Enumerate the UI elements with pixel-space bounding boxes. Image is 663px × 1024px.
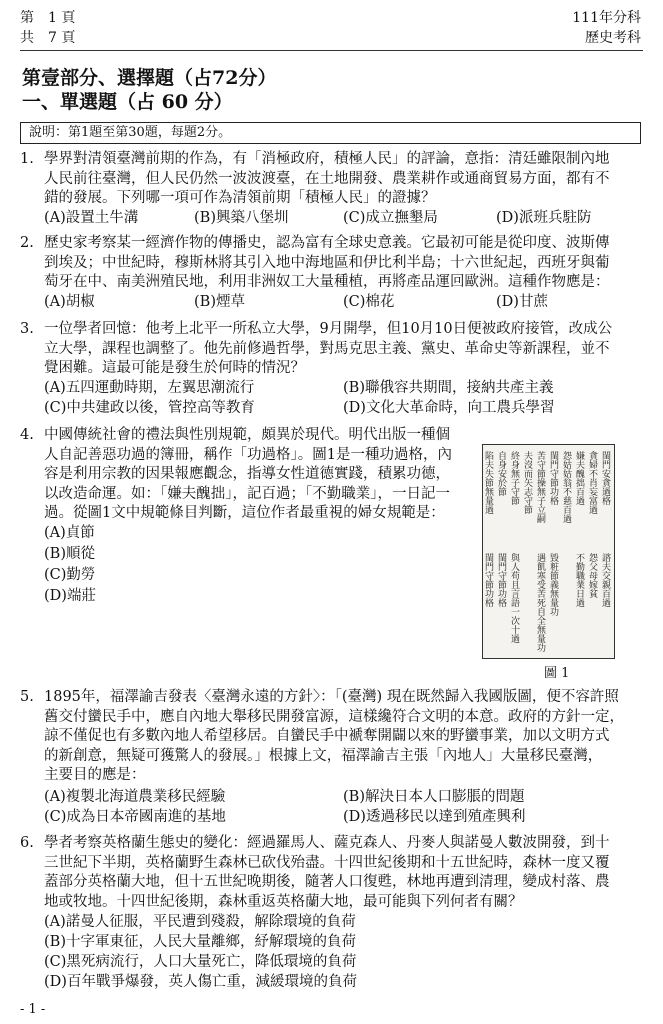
figure-text-column: 終身無子守節	[509, 451, 519, 505]
option-a[interactable]: (A)貞節	[44, 525, 95, 541]
instruction-box: 說明：第1題至第30題，每題2分。	[20, 122, 641, 144]
stem-line: 一位學者回憶：他考上北平一所私立大學，9月開學，但10月10日便被政府接管，改成公	[44, 321, 613, 337]
option-c[interactable]: (C)成為日本帝國南進的基地	[44, 809, 226, 825]
option-c[interactable]: (C)黑死病流行，人口大量死亡，降低環境的負荷	[44, 954, 357, 970]
option-c[interactable]: (C)棉花	[343, 294, 395, 310]
question-number: 3.	[20, 321, 34, 337]
section-subtitle: 一、單選題（占 60 分）	[22, 91, 233, 113]
question-number: 5.	[20, 689, 34, 705]
stem-line: 容是利用宗教的因果報應觀念，指導女性道德實踐，積累功德，	[44, 466, 450, 482]
section-title: 第壹部分、選擇題（占72分）	[22, 67, 277, 89]
stem-line: 地或牧地。十四世紀後期，森林重返英格蘭大地，最可能與下列何者有關？	[44, 893, 523, 910]
stem-line: 到埃及；中世紀時，穆斯林將其引入地中海地區和伊比利半島；十六世紀起，西班牙與葡	[44, 254, 610, 271]
page-number: 第 1 頁	[20, 10, 76, 26]
question-number: 6.	[20, 835, 34, 851]
option-a[interactable]: (A)五四運動時期，左翼思潮流行	[44, 380, 255, 396]
page-header-right	[572, 8, 641, 48]
subject-name: 歷史考科	[585, 30, 641, 46]
option-b[interactable]: (B)興築八堡圳	[194, 210, 289, 226]
option-b[interactable]: (B)煙草	[194, 294, 245, 310]
option-c[interactable]: (C)中共建政以後，管控高等教育	[44, 400, 255, 416]
question-number: 1.	[20, 151, 34, 167]
option-a[interactable]: (A)胡椒	[44, 294, 95, 310]
option-b[interactable]: (B)順從	[44, 546, 95, 562]
page-header-left	[20, 8, 75, 48]
stem-line: 舊交付蠻民手中，應自內地大舉移民開發富源，這樣纔符合文明的本意。政府的方針一定，	[44, 708, 624, 725]
figure-text-column: 毀粧節義無量功	[548, 553, 558, 616]
figure-text-column: 閨門安貪過格	[600, 451, 610, 505]
total-pages: 共 7 頁	[20, 30, 76, 46]
stem-line: 學者考察英格蘭生態史的變化：經過羅馬人、薩克森人、丹麥人與諾曼人數波開發，到十	[44, 835, 610, 851]
option-d[interactable]: (D)文化大革命時，向工農兵學習	[343, 400, 555, 416]
stem-line: 諒不僅促也有多數內地人希望移居。自蠻民手中褫奪開闢以來的野蠻事業，加以文明方式	[44, 728, 610, 744]
option-a[interactable]: (A)設置土牛溝	[44, 210, 139, 226]
option-c[interactable]: (C)成立撫墾局	[343, 210, 438, 226]
option-d[interactable]: (D)透過移民以達到殖產興利	[343, 809, 526, 825]
stem-line: 主要目的應是：	[44, 767, 146, 783]
option-d[interactable]: (D)派班兵駐防	[496, 210, 592, 226]
stem-line: 蓋部分英格蘭大地，但十五世紀晚期後，隨著人口復甦，林地再遭到清理，變成村落、農	[44, 874, 610, 890]
figure-text-column: 閨門守節功格	[496, 553, 506, 607]
stem-line: 覺困難。這最可能是發生於何時的情況？	[44, 360, 305, 376]
figure-1-merit-ledger	[482, 444, 615, 659]
figure-text-column: 與人苟且言語一次十過	[509, 553, 519, 643]
option-d[interactable]: (D)端莊	[44, 588, 96, 604]
figure-text-column: 不勤職業日過	[574, 553, 584, 607]
header-divider	[20, 50, 643, 51]
page-footer: - 1 -	[20, 1002, 46, 1017]
figure-text-column: 怨姑姑翁不慈百過	[561, 451, 571, 523]
figure-caption: 圖 1	[544, 666, 570, 681]
stem-line: 1895年，福澤諭吉發表〈臺灣永遠的方針〉：「(臺灣) 現在既然歸入我國版圖，便不容許照	[44, 689, 619, 705]
stem-line: 的新創意，無疑可獲驚人的發展。」根據上文，福澤諭吉主張「內地人」大量移民臺灣，	[44, 747, 603, 764]
figure-text-column: 夫沒而矢志守節	[522, 451, 532, 514]
stem-line: 以改造命運。如：「嫌夫醜拙」，記百過；「不勤職業」，一日記一	[44, 485, 450, 502]
figure-text-column: 遇飢寒受苦死自全無量功	[535, 553, 545, 652]
option-d[interactable]: (D)百年戰爭爆發，英人傷亡重，減緩環境的負荷	[44, 974, 357, 990]
stem-line: 過。從圖1文中規範條目判斷，這位作者最重視的婦女規範是：	[44, 505, 445, 521]
option-d[interactable]: (D)甘蔗	[496, 294, 548, 310]
option-a[interactable]: (A)複製北海道農業移民經驗	[44, 789, 226, 805]
stem-line: 立大學，課程也調整了。他先前修過哲學，對馬克思主義、黨史、革命史等新課程，並不	[44, 340, 610, 357]
question-stem	[44, 234, 610, 293]
stem-line: 歷史家考察某一經濟作物的傳播史，認為富有全球史意義。它最初可能是從印度、波斯傳	[44, 235, 610, 251]
figure-text-column: 陷夫失節無量過	[483, 451, 493, 514]
question-number: 2.	[20, 235, 34, 251]
exam-name: 111年分科	[572, 10, 641, 26]
figure-text-column: 諮夫交親百過	[600, 553, 610, 607]
question-stem	[44, 320, 612, 379]
figure-text-column: 貪婦不肖妄富過	[587, 451, 597, 514]
option-b[interactable]: (B)十字軍東征，人民大量離鄉，紓解環境的負荷	[44, 934, 356, 950]
stem-line: 中國傳統社會的禮法與性別規範，頗異於現代。明代出版一種個	[44, 427, 450, 443]
question-stem	[44, 688, 624, 786]
question-stem	[44, 426, 452, 524]
question-stem	[44, 150, 610, 209]
question-number: 4.	[20, 427, 34, 443]
figure-text-column: 怨父母嫁貧	[587, 553, 597, 598]
stem-line: 人自記善惡功過的簿冊，稱作「功過格」。圖1是一種功過格，內	[44, 446, 452, 463]
figure-text-column: 嫌夫醜拙百過	[574, 451, 584, 505]
stem-line: 人民前往臺灣，但人民仍然一波波渡臺，在土地開發、農業耕作或通商貿易方面，都有不	[44, 170, 610, 187]
stem-line: 學界對清領臺灣前期的作為，有「消極政府，積極人民」的評論，意指：清廷雖限制內地	[44, 151, 610, 167]
option-b[interactable]: (B)解決日本人口膨脹的問題	[343, 789, 525, 805]
stem-line: 錯的發展。下列哪一項可作為清領前期「積極人民」的證據？	[44, 190, 436, 206]
option-a[interactable]: (A)諾曼人征服，平民遭到殘殺，解除環境的負荷	[44, 914, 356, 930]
stem-line: 三世紀下半期，英格蘭野生森林已砍伐殆盡。十四世紀後期和十五世紀時，森林一度又覆	[44, 854, 610, 871]
figure-text-column: 苦守節操無子立嗣	[535, 451, 545, 523]
option-b[interactable]: (B)聯俄容共期間，接納共產主義	[343, 380, 554, 396]
figure-text-column: 閨門守節功格	[548, 451, 558, 505]
question-stem	[44, 834, 610, 912]
stem-line: 萄牙在中、南美洲殖民地，利用非洲奴工大量種植，再將產品運回歐洲。這種作物應是：	[44, 274, 610, 290]
figure-text-column: 自身安於節	[496, 451, 506, 496]
figure-text-column: 閨門守節功格	[483, 553, 493, 607]
option-c[interactable]: (C)勤勞	[44, 567, 96, 583]
